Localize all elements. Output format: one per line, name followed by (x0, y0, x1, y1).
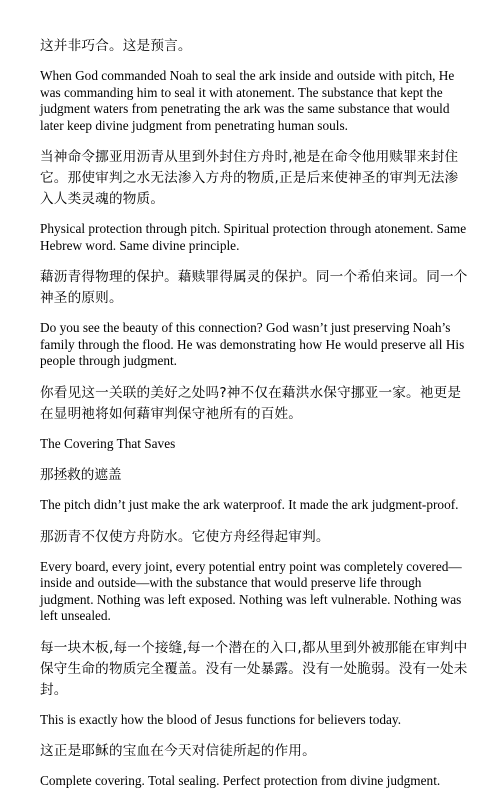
paragraph-en-7: Complete covering. Total sealing. Perfect protection from divine judgment. (40, 773, 441, 788)
paragraph-zh-2: 当神命令挪亚用沥青从里到外封住方舟时,祂是在命令他用赎罪来封住它。那使审判之水无法渗入方舟的物质,正是后来使神圣的审判无法渗入人类灵魂的物质。 (40, 149, 459, 207)
paragraph-zh-3: 藉沥青得物理的保护。藉赎罪得属灵的保护。同一个希伯来词。同一个神圣的原则。 (40, 269, 468, 306)
paragraph-en-5: Every board, every joint, every potential entry point was completely covered—inside and outside—with the substance that would preserve life through judgment. Nothing was left exposed. Nothing was left vulnerable. Nothing was left unsealed. (40, 558, 462, 623)
paragraph-en-4: The pitch didn’t just make the ark waterproof. It made the ark judgment-proof. (40, 497, 459, 512)
paragraph-zh-7: 这正是耶稣的宝血在今天对信徒所起的作用。 (40, 743, 316, 759)
paragraph-zh-5: 那沥青不仅使方舟防水。它使方舟经得起审判。 (40, 528, 330, 545)
paragraph-en-2: Physical protection through pitch. Spiritual protection through atonement. Same Hebrew word. Same divine principle. (40, 221, 467, 253)
paragraph-en-3: Do you see the beauty of this connection? God wasn’t just preserving Noah’s family through the flood. He was demonstrating how He would preserve all His people through judgment. (40, 320, 465, 368)
paragraph-en-6: This is exactly how the blood of Jesus functions for believers today. (40, 711, 402, 727)
paragraph-zh-1: 这并非巧合。这是预言。 (40, 38, 192, 54)
paragraph-zh-4: 你看见这一关联的美好之处吗?神不仅在藉洪水保守挪亚一家。祂更是在显明祂将如何藉审判保守祂所有的百姓。 (40, 384, 462, 422)
section-heading-en: The Covering That Saves (40, 435, 176, 451)
section-heading-zh: 那拯救的遮盖 (40, 467, 122, 483)
paragraph-zh-6: 每一块木板,每一个接缝,每一个潜在的入口,都从里到外被那能在审判中保守生命的物质完全覆盖。没有一处暴露。没有一处脆弱。没有一处未封。 (40, 639, 468, 698)
paragraph-en-1: When God commanded Noah to seal the ark inside and outside with pitch, He was commanding him to seal it with atonement. The substance that kept the judgment waters from penetrating the ark was the same substance that would later keep divine judgment from penetrating human souls. (40, 68, 455, 133)
